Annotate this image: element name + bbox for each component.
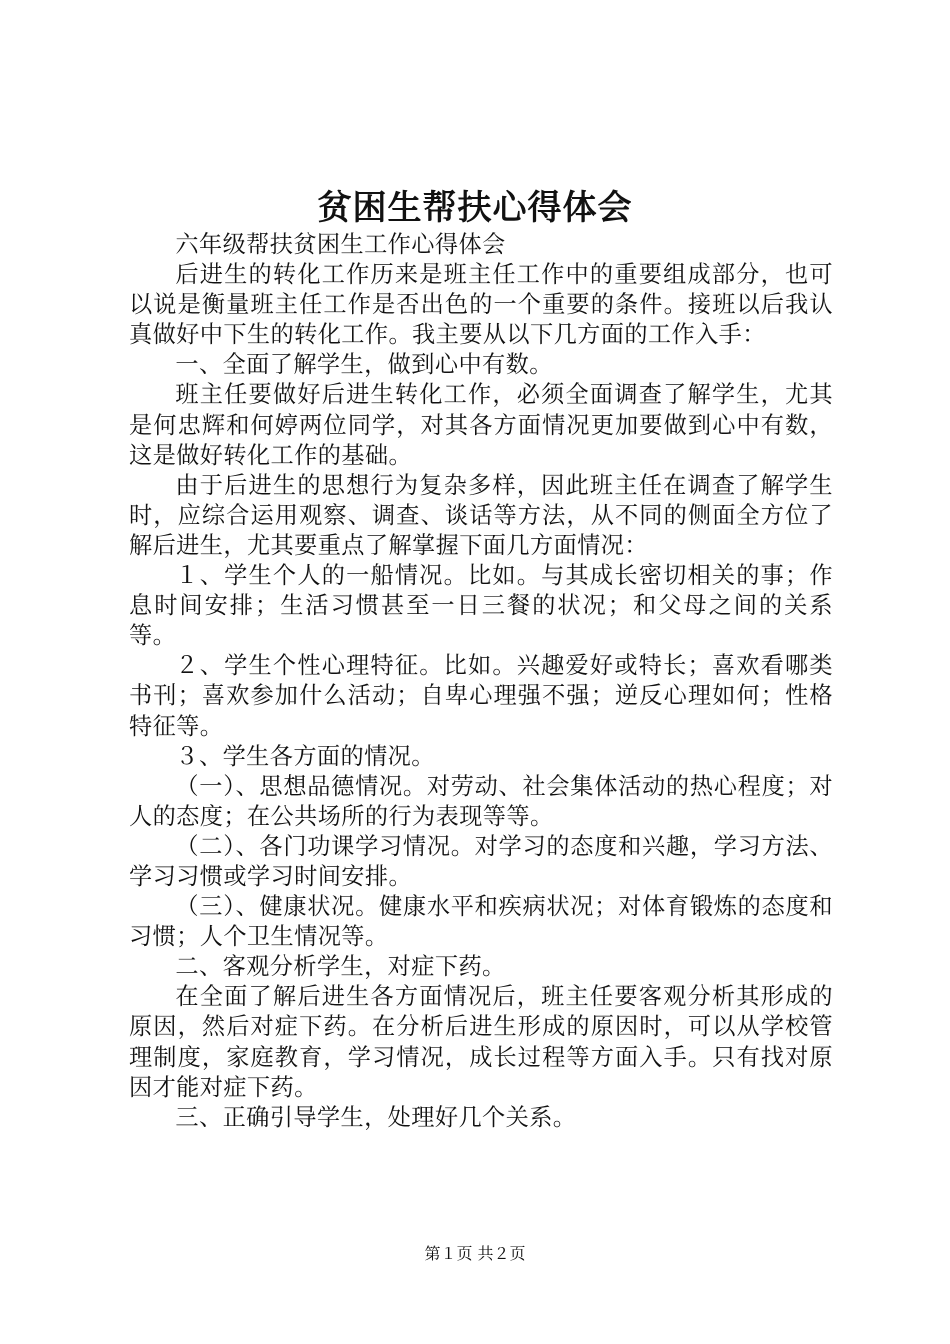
sub-list-item: （二）、各门功课学习情况。对学习的态度和兴趣，学习方法、学习习惯或学习时间安排。 — [129, 832, 833, 890]
paragraph: 班主任要做好后进生转化工作，必须全面调查了解学生，尤其是何忠辉和何婷两位同学，对其各方面情况更加要做到心中有数，这是做好转化工作的基础。 — [129, 381, 833, 469]
sub-list-item: （三）、健康状况。健康水平和疾病状况；对体育锻炼的态度和习惯；人个卫生情况等。 — [129, 893, 833, 951]
page-number-footer: 第１页 共２页 — [424, 1244, 526, 1263]
list-item: ３、学生各方面的情况。 — [175, 742, 435, 770]
paragraph: 由于后进生的思想行为复杂多样，因此班主任在调查了解学生时，应综合运用观察、调查、谈话等方法，从不同的侧面全方位了解后进生，尤其要重点了解掌握下面几方面情况： — [129, 471, 833, 559]
paragraph: 在全面了解后进生各方面情况后，班主任要客观分析其形成的原因，然后对症下药。在分析后进生形成的原因时，可以从学校管理制度，家庭教育，学习情况，成长过程等方面入手。只有找对原因才能对症下药。 — [129, 983, 833, 1101]
section-heading-1: 一、全面了解学生，做到心中有数。 — [175, 351, 553, 379]
document-subtitle: 六年级帮扶贫困生工作心得体会 — [175, 231, 506, 258]
list-item: ２、学生个性心理特征。比如。兴趣爱好或特长；喜欢看哪类书刊；喜欢参加什么活动；自卑心理强不强；逆反心理如何；性格特征等。 — [129, 652, 833, 740]
document-title: 贫困生帮扶心得体会 — [317, 188, 633, 228]
section-heading-3: 三、正确引导学生，处理好几个关系。 — [175, 1103, 577, 1131]
list-item: １、学生个人的一船情况。比如。与其成长密切相关的事；作息时间安排；生活习惯甚至一日三餐的状况；和父母之间的关系等。 — [129, 562, 833, 650]
paragraph-intro: 后进生的转化工作历来是班主任工作中的重要组成部分，也可以说是衡量班主任工作是否出色的一个重要的条件。接班以后我认真做好中下生的转化工作。我主要从以下几方面的工作入手： — [129, 261, 833, 349]
sub-list-item: （一）、思想品德情况。对劳动、社会集体活动的热心程度；对人的态度；在公共场所的行为表现等等。 — [129, 772, 833, 830]
document-body — [129, 230, 833, 1133]
section-heading-2: 二、客观分析学生，对症下药。 — [175, 953, 506, 981]
